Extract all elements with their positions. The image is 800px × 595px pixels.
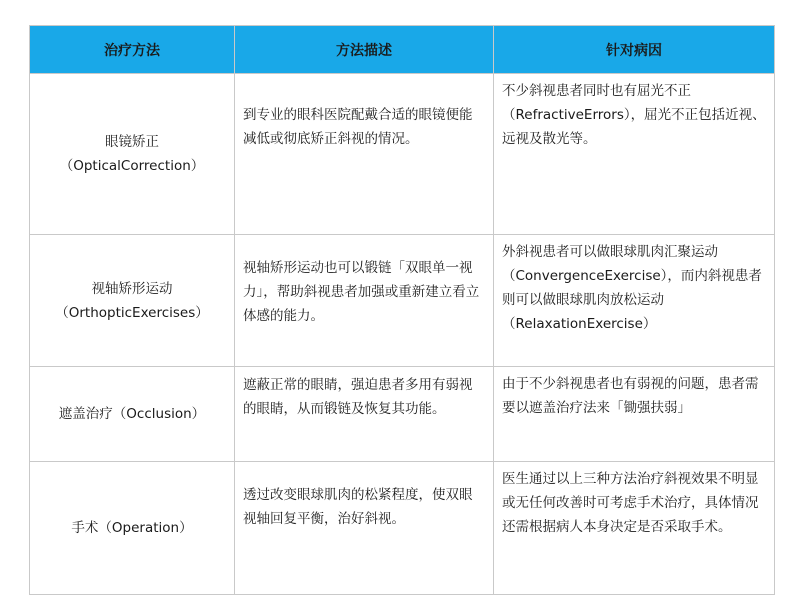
cell-description: 到专业的眼科医院配戴合适的眼镜便能减低或彻底矫正斜视的情况。 [235,74,494,235]
cell-cause: 外斜视患者可以做眼球肌肉汇聚运动（ConvergenceExercise），而内斜视患者则可以做眼球肌肉放松运动（RelaxationExercise） [494,235,775,367]
header-method: 治疗方法 [30,26,235,74]
cell-method: 遮盖治疗（Occlusion） [30,367,235,462]
table-row [30,462,775,595]
treatment-table [29,25,775,595]
header-description: 方法描述 [235,26,494,74]
cell-cause: 医生通过以上三种方法治疗斜视效果不明显或无任何改善时可考虑手术治疗，具体情况还需根据病人本身决定是否采取手术。 [494,462,775,595]
table-row [30,235,775,367]
cell-method: 眼镜矫正（OpticalCorrection） [30,74,235,235]
table-header-row [30,26,775,74]
cell-method: 视轴矫形运动（OrthopticExercises） [30,235,235,367]
table-row [30,74,775,235]
cell-description: 遮蔽正常的眼睛，强迫患者多用有弱视的眼睛，从而锻链及恢复其功能。 [235,367,494,462]
table-row [30,367,775,462]
cell-description: 视轴矫形运动也可以锻链「双眼单一视力」，帮助斜视患者加强或重新建立看立体感的能力。 [235,235,494,367]
cell-method: 手术（Operation） [30,462,235,595]
header-cause: 针对病因 [494,26,775,74]
cell-cause: 由于不少斜视患者也有弱视的问题，患者需要以遮盖治疗法来「锄强扶弱」 [494,367,775,462]
cell-description: 透过改变眼球肌肉的松紧程度，使双眼视轴回复平衡，治好斜视。 [235,462,494,595]
cell-cause: 不少斜视患者同时也有屈光不正（RefractiveErrors），屈光不正包括近视、远视及散光等。 [494,74,775,235]
